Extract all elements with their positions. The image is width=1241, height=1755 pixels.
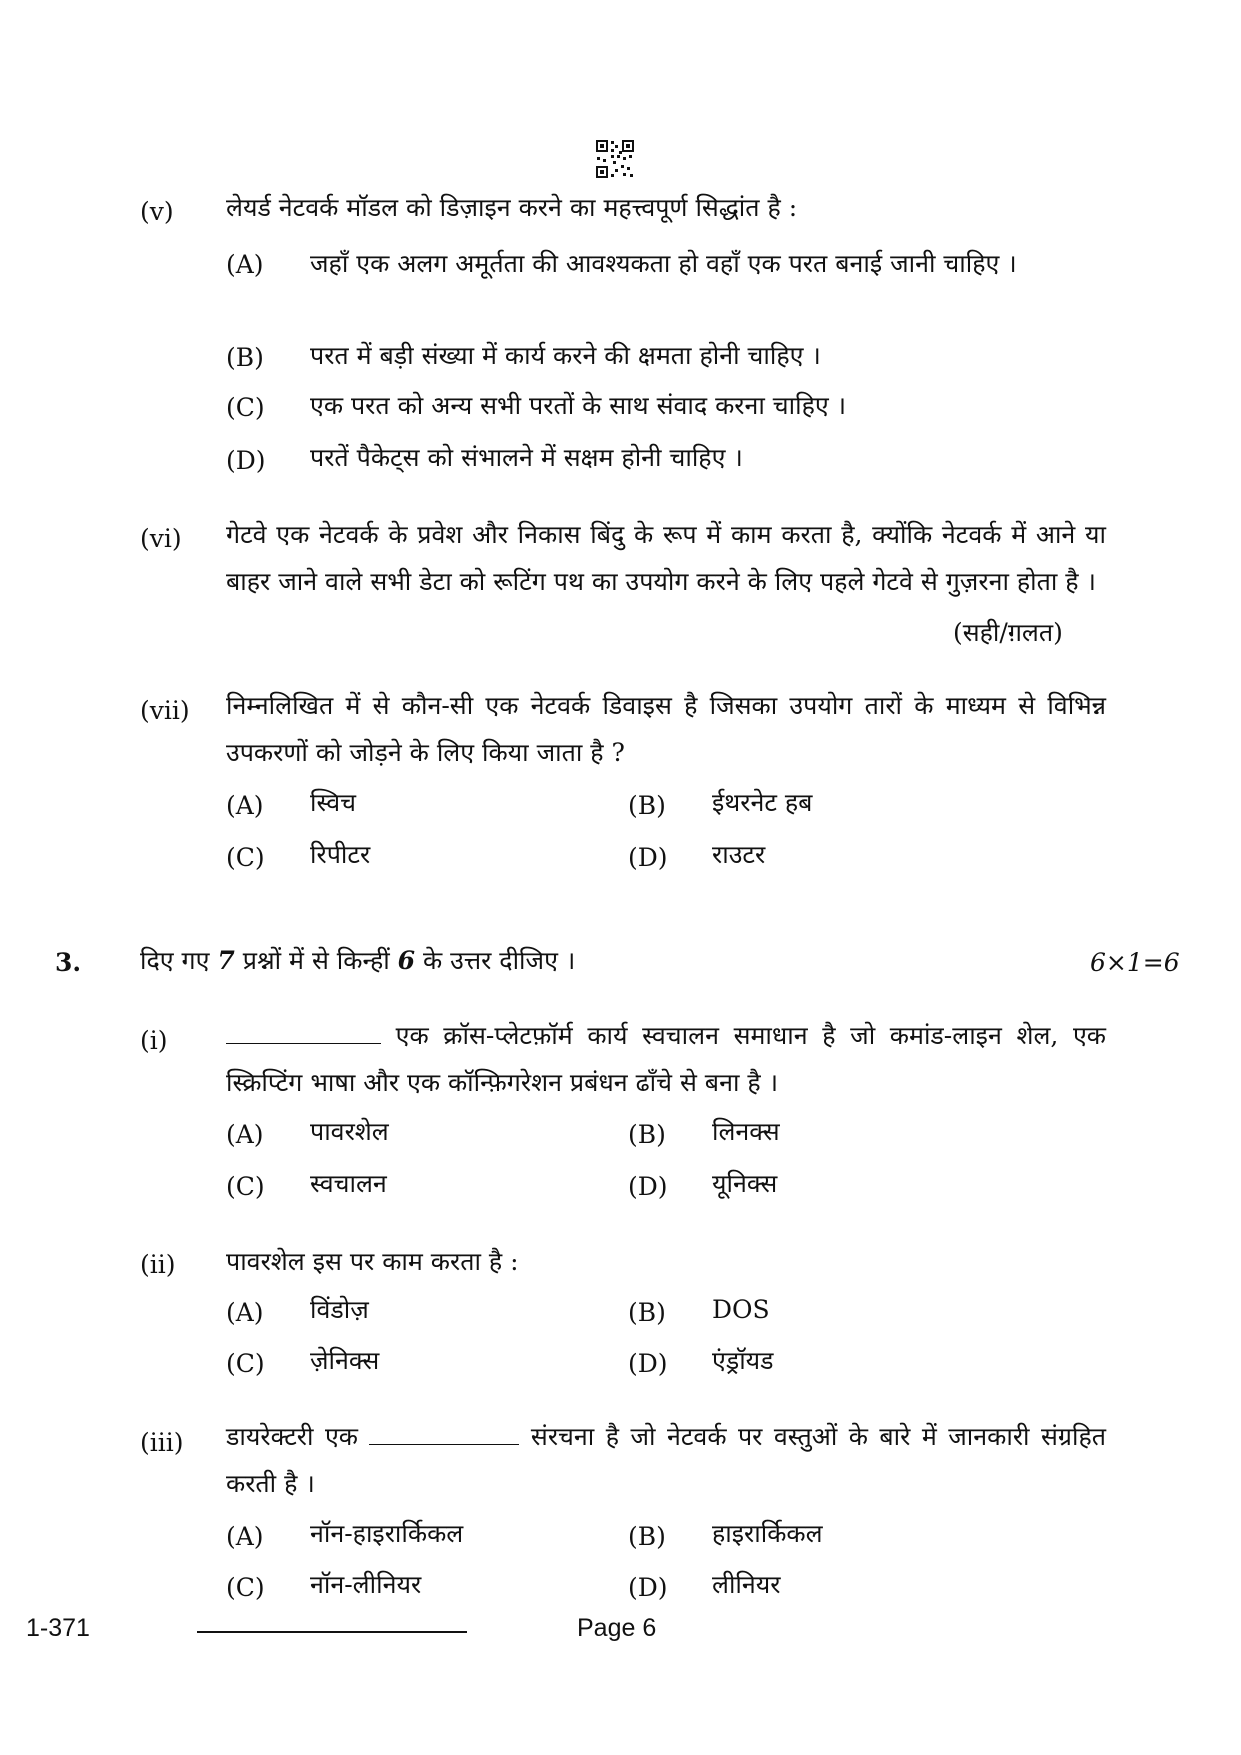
- paper-code: 1-371: [26, 1614, 90, 1642]
- option-text: स्विच: [310, 788, 356, 817]
- option-label: (D): [628, 1349, 668, 1378]
- option-text: हाइरार्किकल: [712, 1519, 823, 1548]
- question-text: डायरेक्टरी एक संरचना है जो नेटवर्क पर वस्तुओं के बारे में जानकारी संग्रहित करती है ।: [226, 1422, 1106, 1498]
- option-text: रिपीटर: [310, 840, 371, 869]
- option-text: ज़ेनिक्स: [310, 1346, 380, 1375]
- question-number: (i): [140, 1026, 168, 1055]
- section-number: 3.: [55, 948, 82, 977]
- option-text: जहाँ एक अलग अमूर्तता की आवश्यकता हो वहाँ एक परत बनाई जानी चाहिए ।: [310, 249, 1017, 278]
- option-text: नॉन-हाइरार्किकल: [310, 1519, 464, 1548]
- option-label: (A): [226, 1522, 264, 1551]
- question-number: (v): [140, 197, 174, 226]
- option-label: (A): [226, 250, 264, 279]
- option-label: (D): [628, 1573, 668, 1602]
- option-text: स्वचालन: [310, 1169, 387, 1198]
- footer-rule: [197, 1631, 467, 1633]
- option-label: (C): [226, 1573, 265, 1602]
- option-label: (B): [628, 1120, 666, 1149]
- option-label: (C): [226, 1349, 265, 1378]
- option-text: राउटर: [712, 840, 766, 869]
- marks: 6×1=6: [1090, 948, 1180, 977]
- question-number: (iii): [140, 1428, 184, 1457]
- fill-blank: [369, 1422, 519, 1445]
- option-text: यूनिक्स: [712, 1169, 778, 1198]
- option-label: (B): [226, 343, 264, 372]
- option-label: (B): [628, 1522, 666, 1551]
- option-label: (C): [226, 393, 265, 422]
- true-false-tag: (सही/ग़लत): [953, 618, 1063, 647]
- question-text: एक क्रॉस-प्लेटफ़ॉर्म कार्य स्वचालन समाधान है जो कमांड-लाइन शेल, एक स्क्रिप्टिंग भाषा और एक कॉन्फ़िगरेशन प्रबंधन ढाँचे से बना है ।: [226, 1021, 1106, 1097]
- option-label: (C): [226, 843, 265, 872]
- option-text: परतें पैकेट्स को संभालने में सक्षम होनी चाहिए ।: [310, 443, 743, 472]
- question-text: निम्नलिखित में से कौन-सी एक नेटवर्क डिवाइस है जिसका उपयोग तारों के माध्यम से विभिन्न उपकरणों को जोड़ने के लिए किया जाता है ?: [226, 691, 1106, 767]
- option-text: पावरशेल: [310, 1117, 389, 1146]
- section-instruction: दिए गए 7 प्रश्नों में से किन्हीं 6 के उत्तर दीजिए ।: [140, 946, 576, 975]
- option-text: एंड्रॉयड: [712, 1346, 774, 1375]
- page-number: Page 6: [577, 1614, 657, 1642]
- option-text: लिनक्स: [712, 1117, 780, 1146]
- question-number: (ii): [140, 1250, 176, 1279]
- option-label: (D): [628, 1172, 668, 1201]
- option-text: परत में बड़ी संख्या में कार्य करने की क्षमता होनी चाहिए ।: [310, 341, 821, 370]
- option-text: लीनियर: [712, 1570, 781, 1599]
- option-label: (A): [226, 1298, 264, 1327]
- option-text: विंडोज़: [310, 1295, 369, 1324]
- option-label: (D): [226, 446, 266, 475]
- question-text: लेयर्ड नेटवर्क मॉडल को डिज़ाइन करने का महत्त्वपूर्ण सिद्धांत है :: [226, 193, 798, 222]
- question-number: (vi): [140, 524, 182, 553]
- option-label: (C): [226, 1172, 265, 1201]
- option-label: (B): [628, 791, 666, 820]
- option-text: नॉन-लीनियर: [310, 1570, 422, 1599]
- option-text: DOS: [712, 1295, 770, 1324]
- fill-blank: [226, 1021, 381, 1044]
- question-number: (vii): [140, 696, 190, 725]
- option-label: (D): [628, 843, 668, 872]
- option-label: (A): [226, 791, 264, 820]
- option-text: एक परत को अन्य सभी परतों के साथ संवाद करना चाहिए ।: [310, 391, 847, 420]
- qr-code: [595, 139, 635, 179]
- option-label: (B): [628, 1298, 666, 1327]
- question-text: पावरशेल इस पर काम करता है :: [226, 1247, 519, 1276]
- option-label: (A): [226, 1120, 264, 1149]
- question-text: गेटवे एक नेटवर्क के प्रवेश और निकास बिंदु के रूप में काम करता है, क्योंकि नेटवर्क में आने या बाहर जाने वाले सभी डेटा को रूटिंग पथ का उपयोग करने के लिए पहले गेटवे से गुज़रना होता है ।: [226, 520, 1106, 596]
- option-text: ईथरनेट हब: [712, 788, 813, 817]
